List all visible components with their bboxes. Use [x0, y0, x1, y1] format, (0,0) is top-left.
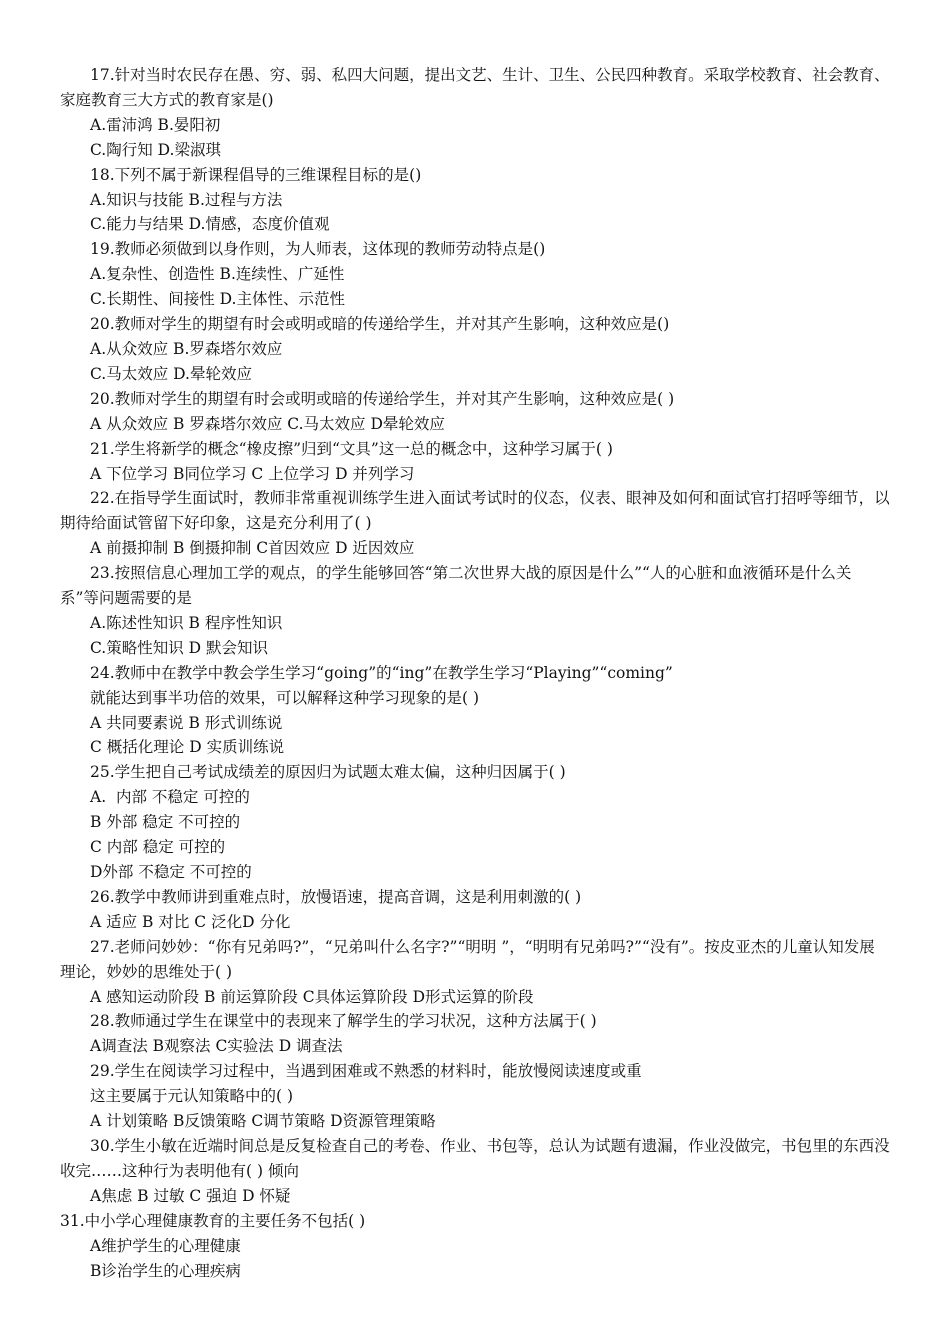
options-23-ab: A.陈述性知识 B 程序性知识: [90, 613, 283, 632]
options-22: A 前摄抑制 B 倒摄抑制 C首因效应 D 近因效应: [90, 539, 415, 558]
question-30: 30.学生小敏在近端时间总是反复检查自己的考卷、作业、书包等，总认为试题有遗漏，作业没做完，书包里的东西没收完……这种行为表明他有( ) 倾向: [60, 1136, 890, 1180]
options-18-ab: A.知识与技能 B.过程与方法: [90, 190, 283, 209]
question-26: 26.教学中教师讲到重难点时，放慢语速，提高音调，这是利用刺激的( ): [90, 887, 582, 906]
question-28: 28.教师通过学生在课堂中的表现来了解学生的学习状况，这种方法属于( ): [90, 1012, 597, 1031]
question-17: 17.针对当时农民存在愚、穷、弱、私四大问题，提出文艺、生计、卫生、公民四种教育。采取学校教育、社会教育、家庭教育三大方式的教育家是(): [60, 66, 890, 109]
question-20-repeat: 20.教师对学生的期望有时会或明或暗的传递给学生，并对其产生影响，这种效应是( ): [90, 389, 675, 408]
options-21: A 下位学习 B同位学习 C 上位学习 D 并列学习: [90, 464, 415, 483]
question-31: 31.中小学心理健康教育的主要任务不包括( ): [60, 1211, 366, 1230]
question-23: 23.按照信息心理加工学的观点，的学生能够回答“第二次世界大战的原因是什么”“人的心脏和血液循环是什么关系”等问题需要的是: [60, 564, 852, 608]
question-18: 18.下列不属于新课程倡导的三维课程目标的是(): [90, 165, 422, 184]
option-25-d: D外部 不稳定 不可控的: [90, 863, 252, 881]
options-29: A 计划策略 B反馈策略 C调节策略 D资源管理策略: [90, 1112, 436, 1131]
question-27: 27.老师问妙妙：“你有兄弟吗?”，“兄弟叫什么名字?”“明明 ”，“明明有兄弟吗?”“没有”。按皮亚杰的儿童认知发展理论，妙妙的思维处于( ): [60, 937, 875, 981]
options-20-ab: A.从众效应 B.罗森塔尔效应: [90, 339, 283, 358]
options-19-cd: C.长期性、间接性 D.主体性、示范性: [90, 290, 345, 309]
question-20: 20.教师对学生的期望有时会或明或暗的传递给学生，并对其产生影响，这种效应是(): [90, 315, 670, 334]
options-28: A调查法 B观察法 C实验法 D 调查法: [90, 1037, 343, 1056]
options-20-cd: C.马太效应 D.晕轮效应: [90, 364, 252, 383]
options-27: A 感知运动阶段 B 前运算阶段 C具体运算阶段 D形式运算的阶段: [90, 987, 534, 1006]
options-20-repeat: A 从众效应 B 罗森塔尔效应 C.马太效应 D晕轮效应: [90, 414, 445, 433]
question-24-continued: 就能达到事半功倍的效果，可以解释这种学习现象的是( ): [90, 688, 480, 707]
option-25-c: C 内部 稳定 可控的: [90, 838, 226, 857]
options-23-cd: C.策略性知识 D 默会知识: [90, 638, 269, 657]
option-25-a: A. 内部 不稳定 可控的: [90, 788, 250, 807]
options-19-ab: A.复杂性、创造性 B.连续性、广延性: [90, 265, 345, 284]
option-31-b: B诊治学生的心理疾病: [90, 1261, 241, 1280]
question-19: 19.教师必须做到以身作则，为人师表，这体现的教师劳动特点是(): [90, 240, 546, 259]
question-29: 29.学生在阅读学习过程中，当遇到困难或不熟悉的材料时，能放慢阅读速度或重: [90, 1062, 642, 1081]
option-31-a: A维护学生的心理健康: [90, 1236, 241, 1255]
question-29-continued: 这主要属于元认知策略中的( ): [90, 1087, 294, 1106]
option-25-b: B 外部 稳定 不可控的: [90, 813, 241, 832]
question-21: 21.学生将新学的概念“橡皮擦”归到“文具”这一总的概念中，这种学习属于( ): [90, 439, 613, 458]
options-30: A焦虑 B 过敏 C 强迫 D 怀疑: [90, 1186, 291, 1205]
document-page: [60, 63, 890, 1283]
options-26: A 适应 B 对比 C 泛化D 分化: [90, 912, 291, 931]
question-25: 25.学生把自己考试成绩差的原因归为试题太难太偏，这种归因属于( ): [90, 763, 566, 782]
question-24: 24.教师中在教学中教会学生学习“going”的“ing”在教学生学习“Playing”“coming”: [90, 663, 673, 682]
question-22: 22.在指导学生面试时，教师非常重视训练学生进入面试考试时的仪态，仪表、眼神及如何和面试官打招呼等细节，以期待给面试管留下好印象，这是充分利用了( ): [60, 489, 890, 533]
options-18-cd: C.能力与结果 D.情感，态度价值观: [90, 215, 330, 234]
options-17-cd: C.陶行知 D.梁淑琪: [90, 140, 221, 159]
options-17-ab: A.雷沛鸿 B.晏阳初: [90, 115, 221, 134]
options-24-cd: C 概括化理论 D 实质训练说: [90, 738, 285, 757]
options-24-ab: A 共同要素说 B 形式训练说: [90, 713, 283, 732]
